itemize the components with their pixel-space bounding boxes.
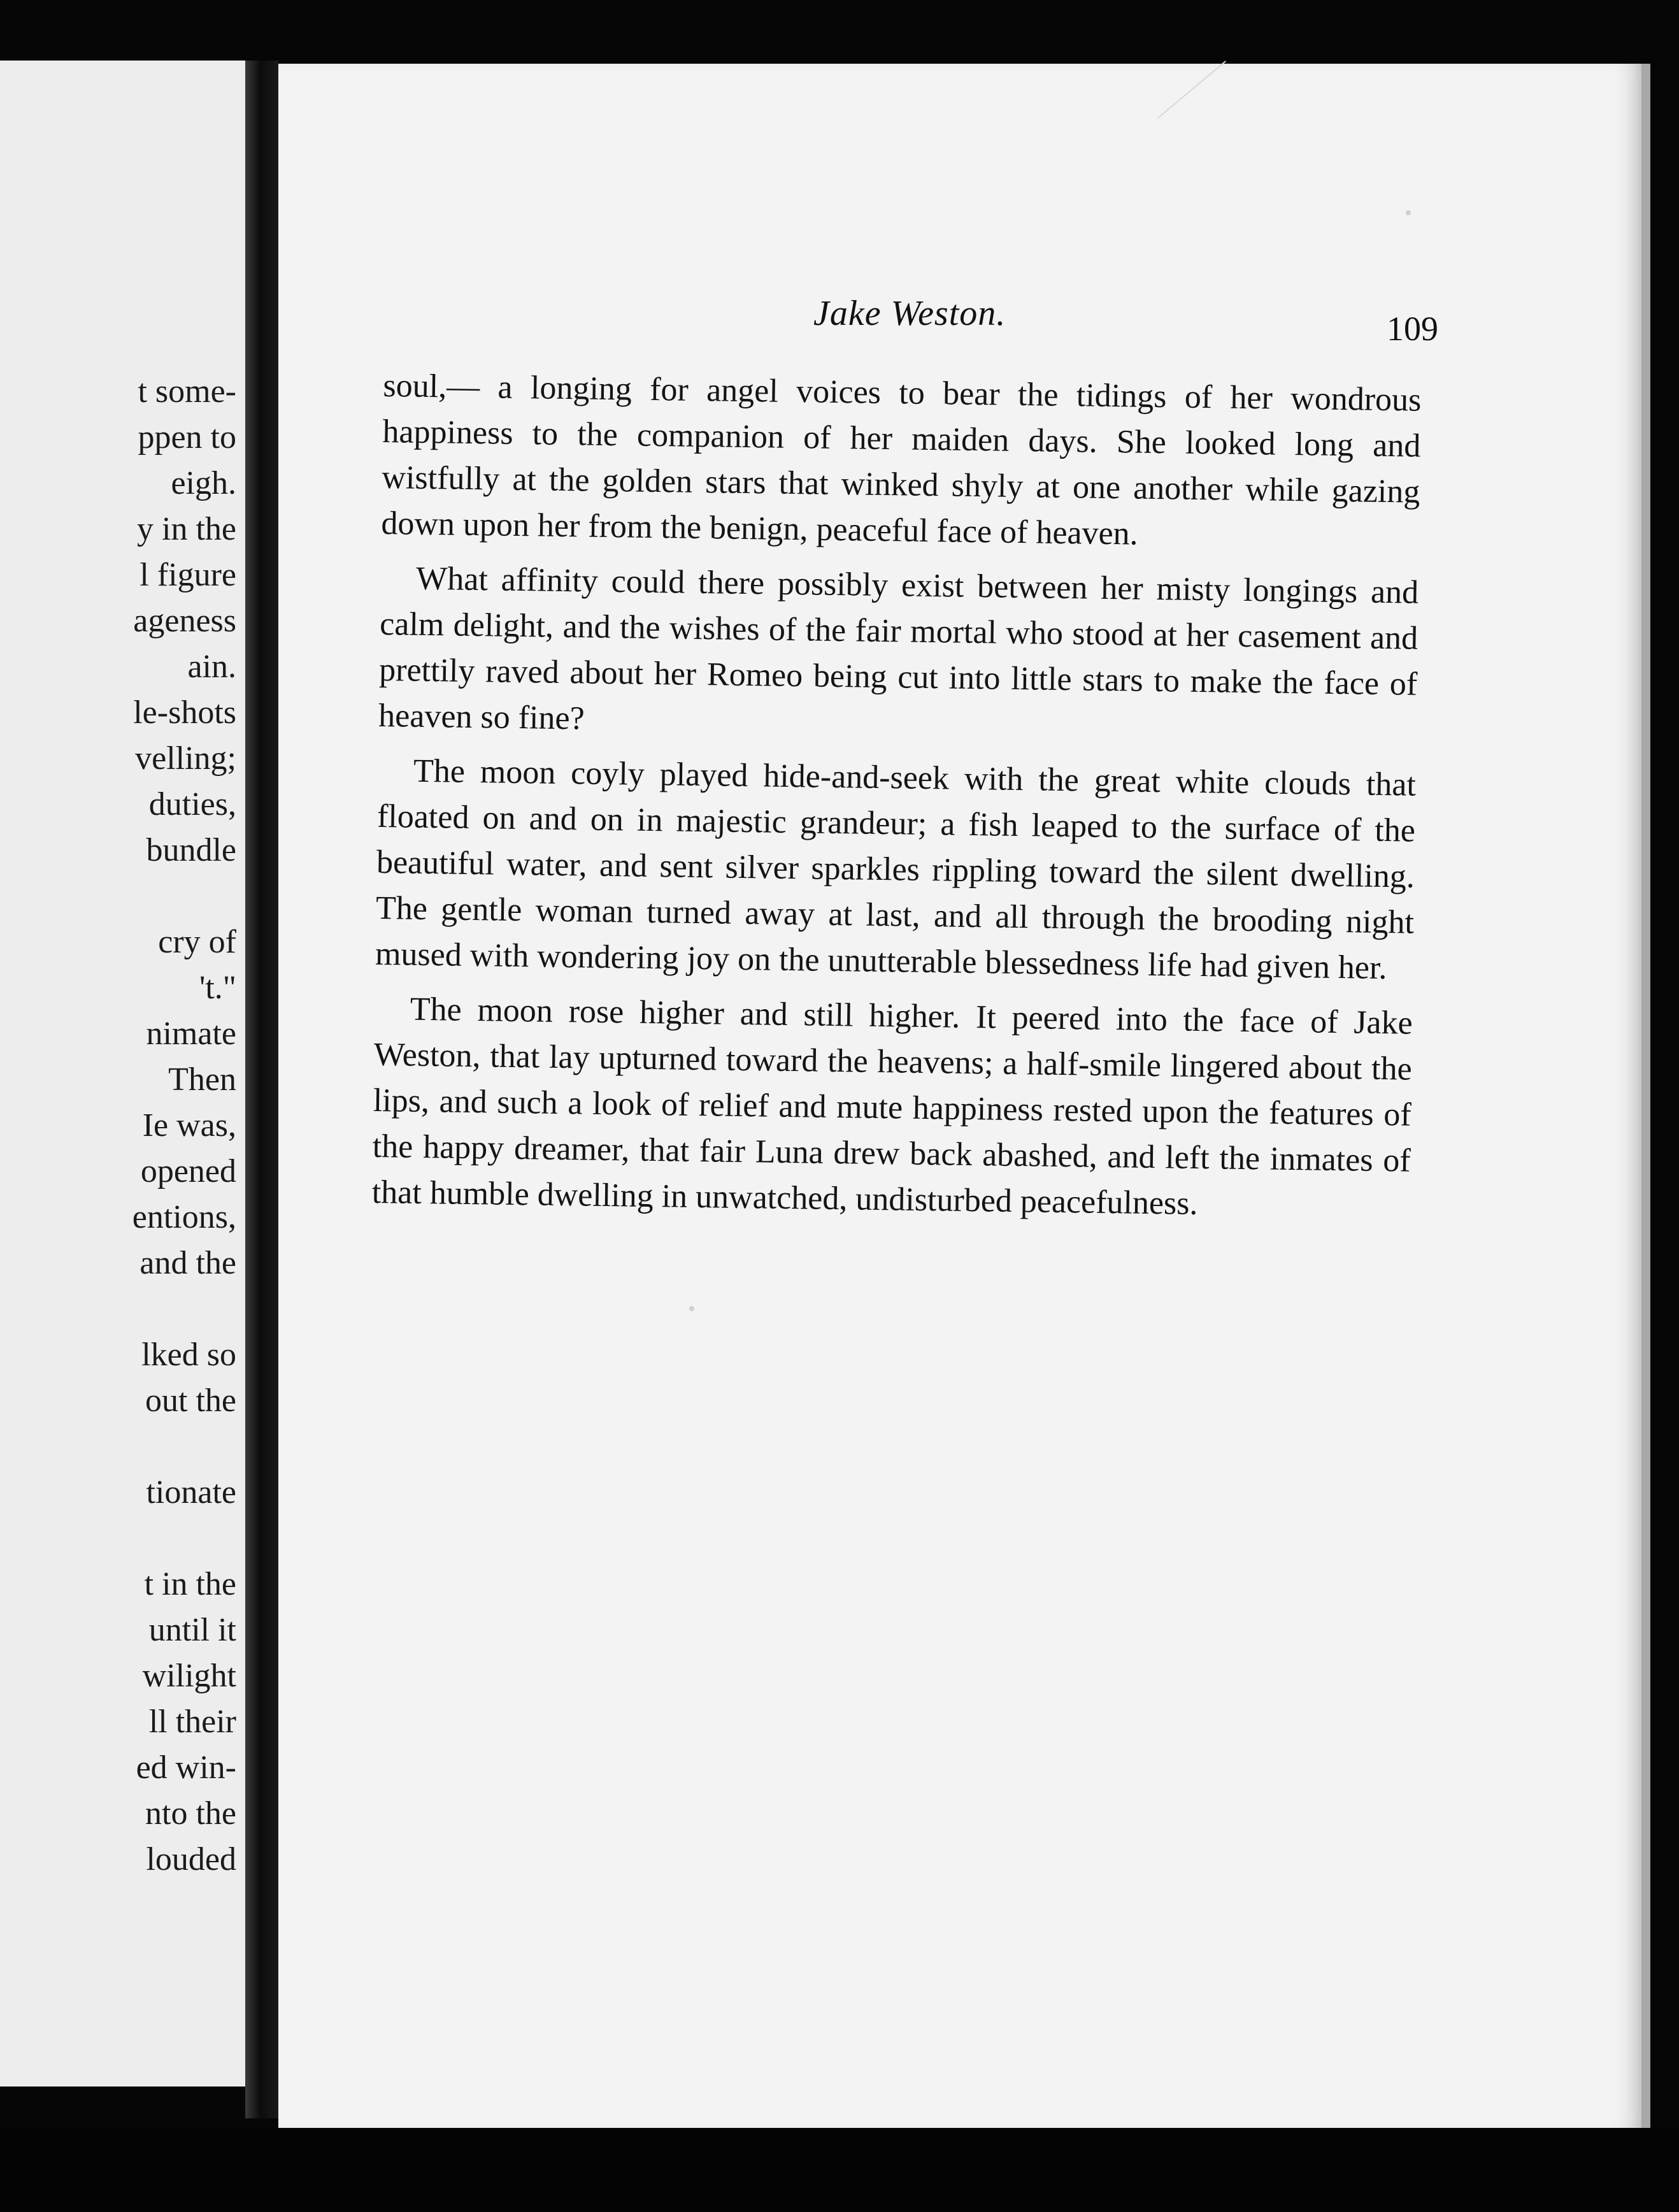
scan-scratch-mark — [1157, 61, 1226, 119]
scan-bottom-edge — [0, 2128, 1679, 2212]
left-page-line: out the — [145, 1382, 236, 1419]
scan-speck — [1406, 210, 1411, 215]
paragraph: The moon coyly played hide-and-seek with the great white clouds that floated on and on in majestic grandeur; a fish leaped to the surface of the beautiful water, and sent silver sparkles rippling toward the silent dwelling. The gentle woman turned away at last, and all through the brooding night mused with wondering joy on the unutterable blessedness life had given her. — [375, 752, 1417, 987]
left-page-line: l figure — [139, 557, 236, 593]
left-page-line: lked so — [141, 1337, 236, 1373]
paragraph: soul,— a longing for angel voices to bear the tidings of her wondrous happiness to the companion of her maiden days. She looked long and wistfully at the golden stars that winked shyly at one another while gazing down upon her from the benign, peaceful face of heaven. — [381, 367, 1422, 552]
left-page-line: le-shots — [133, 694, 236, 731]
left-page-line: t some- — [138, 373, 236, 410]
left-page-line: entions, — [132, 1199, 236, 1235]
left-page-line: and the — [139, 1245, 236, 1281]
left-page-line: ageness — [133, 603, 236, 639]
left-page-line: louded — [146, 1841, 236, 1878]
right-page — [278, 64, 1650, 2128]
body-text — [371, 363, 1422, 1239]
left-page-line: nto the — [145, 1795, 236, 1832]
left-page-line: ed win- — [136, 1749, 236, 1786]
book-gutter — [245, 61, 278, 2118]
left-page-line: t in the — [144, 1566, 236, 1602]
left-page-line: cry of — [158, 924, 236, 960]
left-page-line: opened — [140, 1153, 236, 1189]
left-page-line: eigh. — [171, 465, 236, 501]
left-page-line: Then — [168, 1061, 236, 1098]
left-page-line: ll their — [148, 1704, 236, 1740]
running-head: Jake Weston. — [813, 294, 1006, 333]
page-number: 109 — [1387, 310, 1438, 348]
left-page-line: duties, — [148, 786, 236, 822]
paragraph: What affinity could there possibly exist between her misty longings and calm delight, and the wishes of the fair mortal who stood at her casement and prettily raved about her Romeo being cut into little stars to make the face of heaven so fine? — [378, 560, 1419, 737]
left-page-line: 't." — [199, 970, 236, 1006]
left-page-line: Ie was, — [142, 1107, 236, 1144]
left-page-line: until it — [148, 1612, 236, 1648]
left-page-line: velling; — [135, 740, 236, 777]
left-page-line: bundle — [146, 832, 236, 868]
left-page-line: wilight — [142, 1658, 236, 1694]
left-facing-page — [0, 61, 249, 2086]
left-page-line: y in the — [137, 511, 236, 547]
left-page-line: ppen to — [138, 419, 236, 456]
paragraph: The moon rose higher and still higher. It peered into the face of Jake Weston, that lay upturned toward the heavens; a half-smile lingered about the lips, and such a look of relief and mute happiness rested upon the features of the happy dreamer, that fair Luna drew back abashed, and left the inmates of that humble dwelling in unwatched, undisturbed peacefulness. — [371, 991, 1413, 1222]
left-page-line: ain. — [187, 649, 236, 685]
left-page-line: nimate — [146, 1016, 236, 1052]
left-page-line: tionate — [146, 1474, 236, 1511]
scan-speck — [689, 1306, 694, 1311]
